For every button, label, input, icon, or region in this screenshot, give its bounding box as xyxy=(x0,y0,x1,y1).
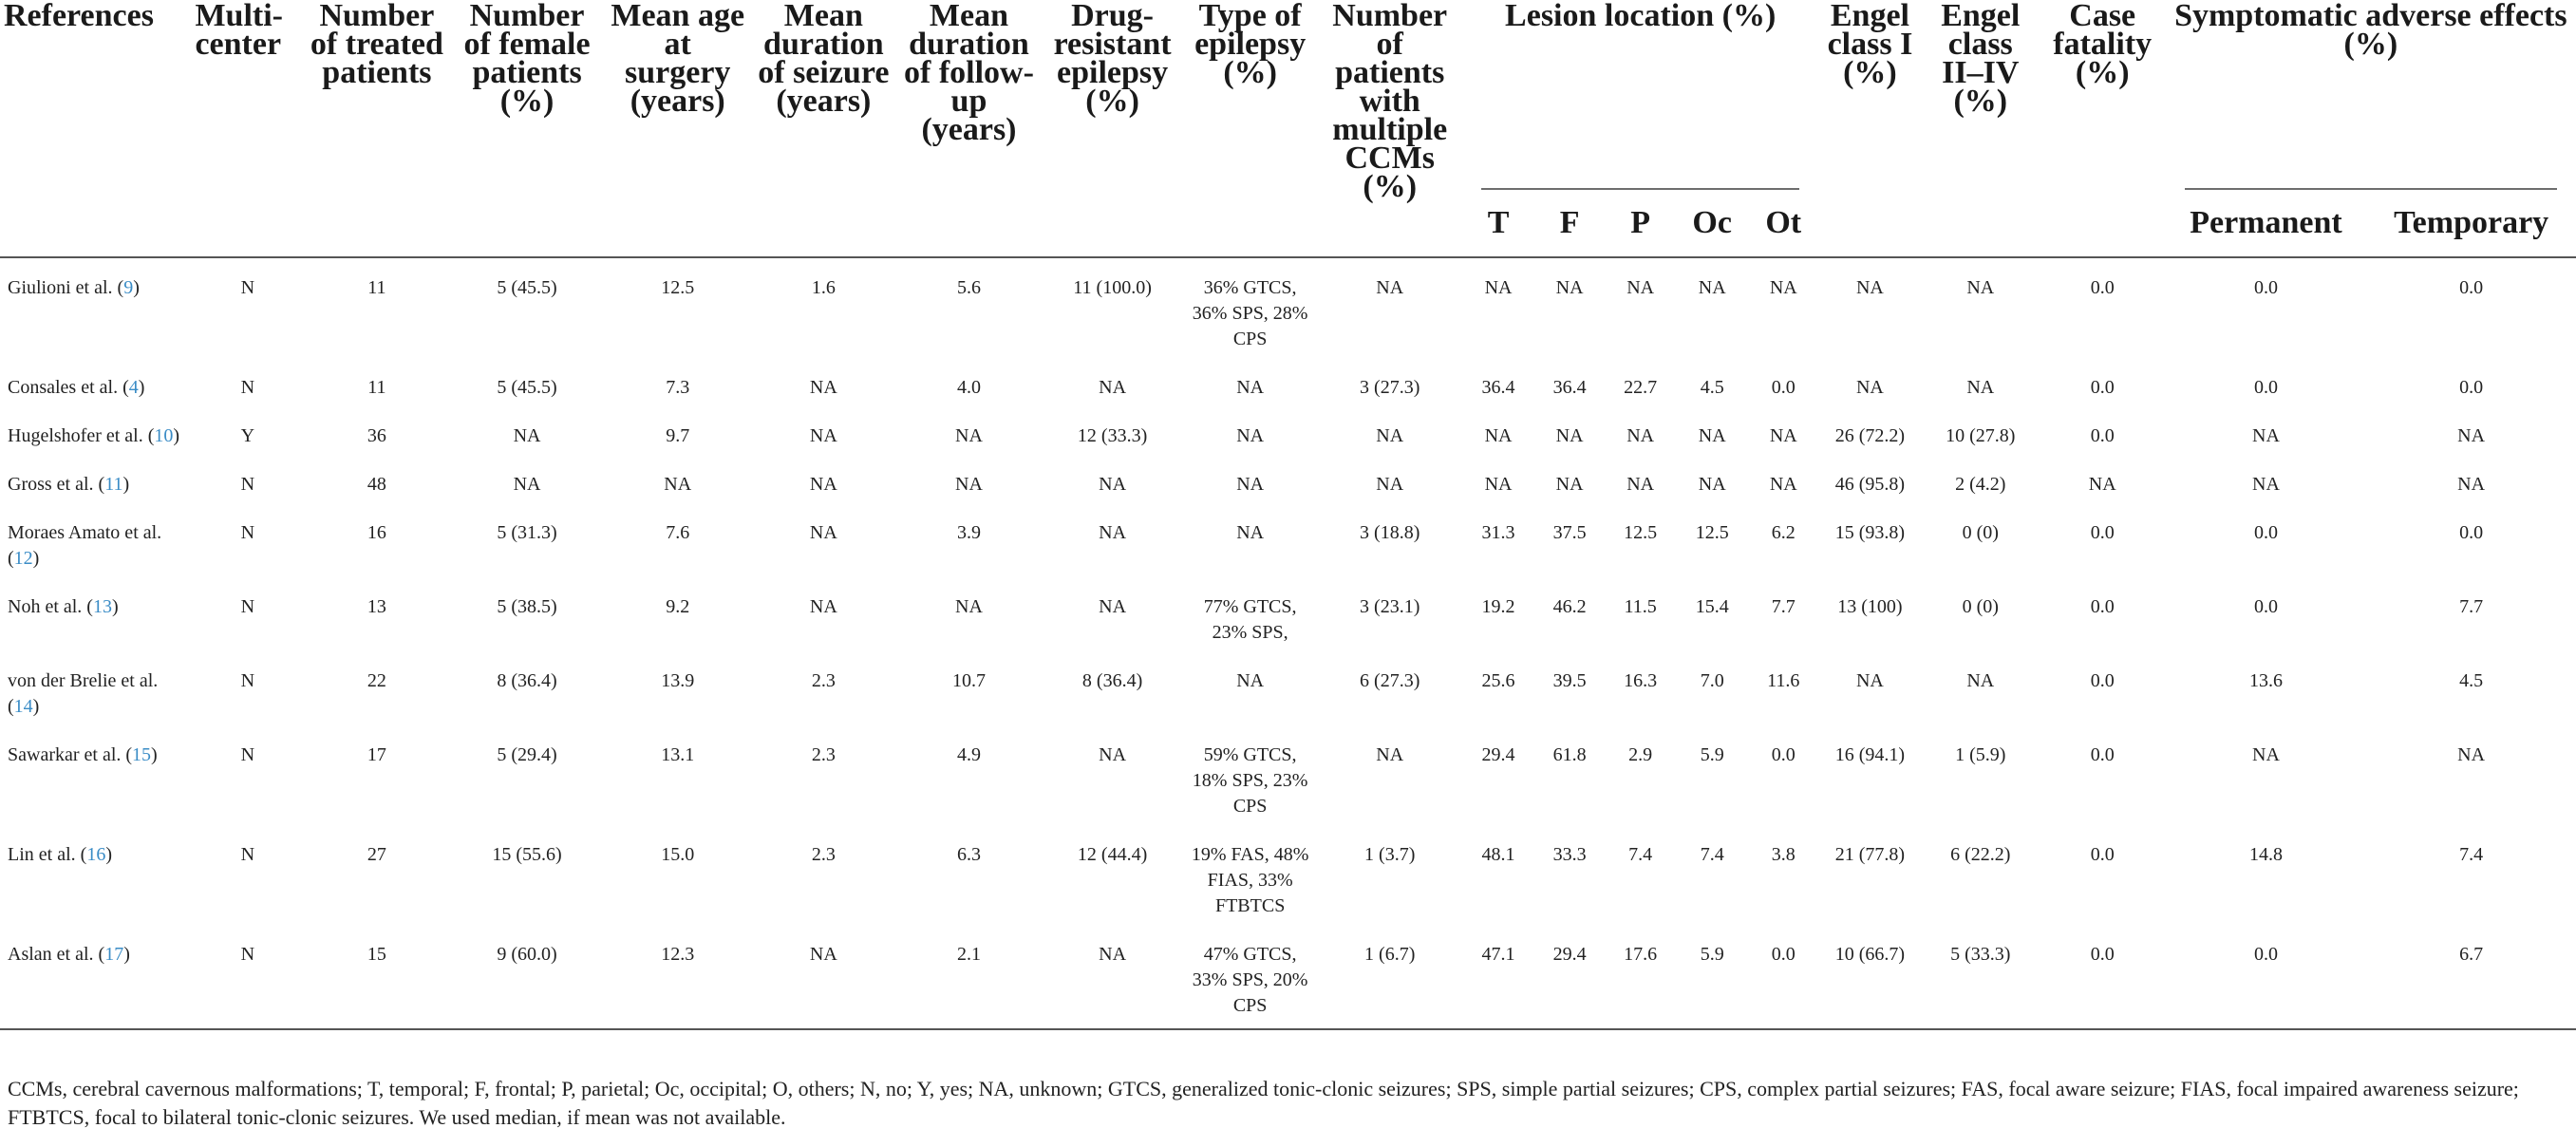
cell-perm: NA xyxy=(2252,474,2280,495)
group-divider xyxy=(1481,188,1799,190)
cell-temp: 7.7 xyxy=(2459,596,2484,617)
cell-e2: 1 (5.9) xyxy=(1955,744,2006,765)
cell-e2: NA xyxy=(1966,277,1995,298)
reference-text-end: ) xyxy=(138,377,145,398)
cell-cf: 0.0 xyxy=(2090,377,2115,398)
cell-p: 11.5 xyxy=(1624,596,1657,617)
cell-f: NA xyxy=(1555,425,1584,446)
cell-fu: 4.9 xyxy=(956,744,981,765)
citation-link[interactable]: 10 xyxy=(154,425,174,446)
cell-e1: 13 (100) xyxy=(1837,596,1903,617)
header-engel2: Engel class II–IV (%) xyxy=(1922,0,2040,257)
cell-age: 12.5 xyxy=(661,277,695,298)
reference-text: Lin et al. ( xyxy=(8,844,87,865)
cell-type: NA xyxy=(1236,670,1265,691)
cell-sz: 2.3 xyxy=(811,670,836,691)
cell-dre: NA xyxy=(1042,925,1183,1029)
header-seizure-duration: Mean duration of seizure (years) xyxy=(751,0,896,257)
citation-link[interactable]: 17 xyxy=(104,944,124,965)
cell-oc: 5.9 xyxy=(1700,744,1724,765)
table-row xyxy=(0,925,2576,1029)
cell-dre: NA xyxy=(1099,596,1127,617)
cell-oc: 7.4 xyxy=(1700,844,1724,865)
reference-text: Sawarkar et al. ( xyxy=(8,744,133,765)
cell-temp: 7.4 xyxy=(2459,844,2484,865)
header-age: Mean age at surgery (years) xyxy=(605,0,751,257)
cell-dre: NA xyxy=(1099,474,1127,495)
cell-f: 37.5 xyxy=(1552,522,1587,543)
cell-age: 15.0 xyxy=(661,844,695,865)
header-adverse xyxy=(2166,0,2576,190)
cell-ot: 0.0 xyxy=(1771,377,1796,398)
header-lesion-location xyxy=(1462,0,1818,190)
header-female: Number of female patients (%) xyxy=(449,0,604,257)
header-adverse-temporary: Temporary xyxy=(2366,190,2576,257)
cell-mc: N xyxy=(240,377,255,398)
reference-text-end: ) xyxy=(111,596,119,617)
reference-text-end: ) xyxy=(32,696,40,717)
cell-e1: 26 (72.2) xyxy=(1834,425,1906,446)
cell-cf: 0.0 xyxy=(2090,844,2115,865)
cell-sz: NA xyxy=(809,522,837,543)
header-lesion-oc: Oc xyxy=(1676,190,1749,257)
cell-p: NA xyxy=(1626,474,1655,495)
header-lesion-p: P xyxy=(1605,190,1676,257)
cell-age: 13.9 xyxy=(661,670,695,691)
reference-text-end: ) xyxy=(105,844,112,865)
cell-f: 39.5 xyxy=(1552,670,1587,691)
cell-cf: 0.0 xyxy=(2090,670,2115,691)
cell-n: 36 xyxy=(367,425,386,446)
cell-dre: NA xyxy=(1099,744,1127,765)
table-row xyxy=(0,725,2576,825)
cell-e1: NA xyxy=(1855,277,1884,298)
cell-sz: NA xyxy=(809,377,837,398)
cell-temp: 6.7 xyxy=(2366,925,2576,1029)
cell-type: NA xyxy=(1236,522,1265,543)
cell-p: 7.4 xyxy=(1628,844,1653,865)
table-row xyxy=(0,651,2576,725)
header-adverse-permanent: Permanent xyxy=(2166,190,2367,257)
cell-female: NA xyxy=(513,474,541,495)
reference-text: Hugelshofer et al. ( xyxy=(8,425,155,446)
cell-e2: 2 (4.2) xyxy=(1955,474,2006,495)
cell-age: 7.3 xyxy=(666,377,690,398)
cell-t: 25.6 xyxy=(1481,670,1515,691)
cell-sz: 1.6 xyxy=(811,277,836,298)
cell-p: NA xyxy=(1626,425,1655,446)
cell-cf: 0.0 xyxy=(2090,596,2115,617)
cell-reference xyxy=(0,406,191,455)
cell-mult: 3 (27.3) xyxy=(1360,377,1420,398)
cell-n: 11 xyxy=(367,277,386,298)
cell-type: 77% GTCS, 23% SPS, xyxy=(1203,596,1297,643)
cell-mc: N xyxy=(240,670,255,691)
cell-age: 9.7 xyxy=(666,425,690,446)
cell-mc: N xyxy=(240,277,255,298)
cell-cf: 0.0 xyxy=(2090,522,2115,543)
cell-e1: NA xyxy=(1855,377,1884,398)
cell-female: 5 (45.5) xyxy=(497,377,557,398)
citation-link[interactable]: 12 xyxy=(13,548,33,569)
cell-mult: NA xyxy=(1376,425,1404,446)
cell-perm: 13.6 xyxy=(2248,670,2283,691)
cell-reference xyxy=(0,358,191,406)
cell-female: 5 (31.3) xyxy=(497,522,557,543)
header-treated: Number of treated patients xyxy=(304,0,449,257)
cell-n: 17 xyxy=(367,744,386,765)
cell-mult: 1 (3.7) xyxy=(1364,844,1416,865)
cell-e1: 15 (93.8) xyxy=(1834,522,1906,543)
cell-mc: Y xyxy=(240,425,255,446)
reference-text: Aslan et al. ( xyxy=(8,944,105,965)
cell-oc: 5.9 xyxy=(1676,925,1749,1029)
reference-text-end: ) xyxy=(173,425,180,446)
cell-fu: 10.7 xyxy=(951,670,986,691)
cell-mult: NA xyxy=(1376,744,1404,765)
reference-text: Noh et al. ( xyxy=(8,596,93,617)
cell-perm: 0.0 xyxy=(2253,596,2278,617)
header-multicenter: Multi-center xyxy=(191,0,304,257)
cell-p: 22.7 xyxy=(1624,377,1658,398)
cell-sz: NA xyxy=(809,596,837,617)
cell-perm: 0.0 xyxy=(2253,277,2278,298)
cell-p: NA xyxy=(1626,277,1655,298)
table-body xyxy=(0,257,2576,1029)
table-row xyxy=(0,358,2576,406)
cell-perm: 0.0 xyxy=(2253,377,2278,398)
cell-n: 48 xyxy=(367,474,386,495)
cell-fu: NA xyxy=(955,425,983,446)
cell-f: 36.4 xyxy=(1552,377,1587,398)
cell-age: NA xyxy=(664,474,692,495)
cell-sz: NA xyxy=(809,474,837,495)
cell-temp: 0.0 xyxy=(2459,522,2484,543)
cell-fu: 5.6 xyxy=(956,277,981,298)
cell-e1: NA xyxy=(1855,670,1884,691)
citation-link[interactable]: 4 xyxy=(128,377,139,398)
cell-fu: 3.9 xyxy=(956,522,981,543)
cell-temp: 0.0 xyxy=(2459,277,2484,298)
cell-female: 5 (45.5) xyxy=(497,277,557,298)
cell-oc: 4.5 xyxy=(1700,377,1724,398)
cell-n: 27 xyxy=(367,844,386,865)
cell-t: 31.3 xyxy=(1481,522,1515,543)
cell-p: 16.3 xyxy=(1624,670,1658,691)
cell-ot: 3.8 xyxy=(1771,844,1796,865)
cell-age: 12.3 xyxy=(605,925,751,1029)
cell-type: NA xyxy=(1236,377,1265,398)
cell-t: NA xyxy=(1484,425,1513,446)
reference-text-end: ) xyxy=(122,474,130,495)
cell-reference xyxy=(0,925,191,1029)
reference-text-end: ) xyxy=(123,944,130,965)
cell-f: 46.2 xyxy=(1552,596,1587,617)
cell-reference xyxy=(0,825,191,925)
cell-e2: 10 (27.8) xyxy=(1946,425,2016,446)
cell-mc: N xyxy=(240,474,255,495)
cell-cf: NA xyxy=(2088,474,2116,495)
cell-oc: NA xyxy=(1698,425,1726,446)
cell-mult: 3 (18.8) xyxy=(1360,522,1420,543)
cell-e1: 21 (77.8) xyxy=(1834,844,1906,865)
cell-mult: NA xyxy=(1376,277,1404,298)
reference-text: Giulioni et al. ( xyxy=(8,277,124,298)
reference-text: von der Brelie et al. ( xyxy=(8,670,159,717)
cell-dre: 8 (36.4) xyxy=(1081,670,1143,691)
cell-ot: NA xyxy=(1769,277,1797,298)
cell-n: 15 xyxy=(304,925,449,1029)
cell-age: 9.2 xyxy=(666,596,690,617)
cell-ot: 0.0 xyxy=(1771,744,1796,765)
header-lesion-t: T xyxy=(1462,190,1534,257)
cell-sz: NA xyxy=(751,925,896,1029)
header-references: References xyxy=(0,0,191,257)
cell-type: NA xyxy=(1236,474,1265,495)
cell-perm: 0.0 xyxy=(2253,522,2278,543)
cell-female: 5 (29.4) xyxy=(497,744,557,765)
cell-mc: N xyxy=(240,744,255,765)
cell-sz: NA xyxy=(809,425,837,446)
reference-text: Gross et al. ( xyxy=(8,474,105,495)
table-row xyxy=(0,455,2576,503)
cell-sz: 2.3 xyxy=(811,844,836,865)
cell-f: 33.3 xyxy=(1552,844,1587,865)
cell-cf: 0.0 xyxy=(2090,744,2115,765)
cell-cf: 0.0 xyxy=(2040,925,2166,1029)
cell-ot: NA xyxy=(1769,474,1797,495)
cell-e1: 10 (66.7) xyxy=(1818,925,1922,1029)
cell-e2: NA xyxy=(1966,377,1995,398)
cell-fu: NA xyxy=(955,596,983,617)
citation-link[interactable]: 14 xyxy=(13,696,33,717)
cell-temp: NA xyxy=(2457,474,2486,495)
cell-temp: 0.0 xyxy=(2459,377,2484,398)
cell-t: 47.1 xyxy=(1462,925,1534,1029)
cell-f: NA xyxy=(1555,277,1584,298)
table-row xyxy=(0,406,2576,455)
cell-f: 61.8 xyxy=(1552,744,1587,765)
table-row xyxy=(0,825,2576,925)
table-row xyxy=(0,503,2576,577)
cell-ot: 7.7 xyxy=(1771,596,1796,617)
header-lesion-location-label: Lesion location (%) xyxy=(1505,0,1777,33)
cell-reference xyxy=(0,455,191,503)
cell-fu: 6.3 xyxy=(956,844,981,865)
cell-cf: 0.0 xyxy=(2090,277,2115,298)
citation-link[interactable]: 15 xyxy=(132,744,152,765)
cell-type: 19% FAS, 48% FIAS, 33% FTBTCS xyxy=(1191,844,1309,916)
cell-ot: 11.6 xyxy=(1767,670,1800,691)
cell-type: 36% GTCS, 36% SPS, 28% CPS xyxy=(1192,277,1308,349)
cell-t: NA xyxy=(1484,277,1513,298)
header-lesion-f: F xyxy=(1534,190,1606,257)
cell-ot: NA xyxy=(1769,425,1797,446)
cell-oc: 15.4 xyxy=(1695,596,1729,617)
cell-female: 5 (38.5) xyxy=(497,596,557,617)
cell-dre: 12 (44.4) xyxy=(1077,844,1148,865)
reference-text: Consales et al. ( xyxy=(8,377,129,398)
cell-dre: 12 (33.3) xyxy=(1077,425,1148,446)
cell-type: NA xyxy=(1236,425,1265,446)
reference-text-end: ) xyxy=(32,548,40,569)
cell-ot: 6.2 xyxy=(1771,522,1796,543)
reference-text-end: ) xyxy=(151,744,158,765)
cell-dre: NA xyxy=(1099,522,1127,543)
citation-link[interactable]: 9 xyxy=(123,277,134,298)
cell-temp: 4.5 xyxy=(2459,670,2484,691)
cell-temp: NA xyxy=(2457,425,2486,446)
reference-text: Moraes Amato et al. ( xyxy=(8,522,162,569)
cell-p: 17.6 xyxy=(1605,925,1676,1029)
cell-mc: N xyxy=(240,522,255,543)
header-lesion-ot: Ot xyxy=(1748,190,1818,257)
cell-type: 47% GTCS, 33% SPS, 20% CPS xyxy=(1183,925,1317,1029)
header-engel1: Engel class I (%) xyxy=(1818,0,1922,257)
cell-mult: 6 (27.3) xyxy=(1360,670,1420,691)
header-adverse-label: Symptomatic adverse effects (%) xyxy=(2174,0,2567,62)
cell-n: 22 xyxy=(367,670,386,691)
cell-e2: 5 (33.3) xyxy=(1922,925,2040,1029)
cell-female: 9 (60.0) xyxy=(449,925,604,1029)
cell-temp: NA xyxy=(2457,744,2486,765)
cell-e2: 6 (22.2) xyxy=(1950,844,2011,865)
cell-perm: NA xyxy=(2252,744,2280,765)
cell-t: 19.2 xyxy=(1481,596,1515,617)
cell-e2: NA xyxy=(1966,670,1995,691)
cell-dre: 11 (100.0) xyxy=(1073,277,1152,298)
header-epilepsy-type: Type of epilepsy (%) xyxy=(1183,0,1317,257)
cell-sz: 2.3 xyxy=(811,744,836,765)
cell-fu: 4.0 xyxy=(956,377,981,398)
cell-fu: 2.1 xyxy=(896,925,1042,1029)
cell-mult: 3 (23.1) xyxy=(1360,596,1420,617)
cell-n: 13 xyxy=(367,596,386,617)
cell-female: 8 (36.4) xyxy=(497,670,557,691)
table-footnote: CCMs, cerebral cavernous malformations; T, temporal; F, frontal; P, parietal; Oc, occipital; O, others; N, no; Y, yes; NA, unknown; GTCS, generalized tonic-clonic seizures; SPS, simple partial seizures; CPS, complex partial seizures; FAS, focal aware seizure; FIAS, focal impaired awareness seizure; FTBTCS, focal to bilateral tonic-clonic seizures. We used median, if mean was not available. xyxy=(8,1077,2519,1129)
cell-oc: 12.5 xyxy=(1695,522,1729,543)
cell-cf: 0.0 xyxy=(2090,425,2115,446)
cell-mc: N xyxy=(191,925,304,1029)
header-drug-resistant: Drug-resistant epilepsy (%) xyxy=(1042,0,1183,257)
header-followup: Mean duration of follow-up (years) xyxy=(896,0,1042,257)
reference-text-end: ) xyxy=(133,277,140,298)
cell-age: 13.1 xyxy=(661,744,695,765)
header-multiple-ccms: Number of patients with multiple CCMs (%) xyxy=(1317,0,1462,257)
cell-reference xyxy=(0,651,191,725)
cell-e2: 0 (0) xyxy=(1962,596,1999,617)
cell-type: 59% GTCS, 18% SPS, 23% CPS xyxy=(1192,744,1308,817)
cell-f: NA xyxy=(1555,474,1584,495)
cell-f: 29.4 xyxy=(1534,925,1606,1029)
cell-n: 11 xyxy=(367,377,386,398)
cell-age: 7.6 xyxy=(666,522,690,543)
citation-link[interactable]: 16 xyxy=(86,844,106,865)
cell-t: 36.4 xyxy=(1481,377,1515,398)
cell-female: 15 (55.6) xyxy=(492,844,562,865)
cell-mc: N xyxy=(240,844,255,865)
cell-perm: NA xyxy=(2252,425,2280,446)
cell-oc: NA xyxy=(1698,277,1726,298)
table-row xyxy=(0,577,2576,651)
cell-p: 12.5 xyxy=(1624,522,1658,543)
citation-link[interactable]: 13 xyxy=(92,596,112,617)
cell-e1: 46 (95.8) xyxy=(1834,474,1906,495)
cell-female: NA xyxy=(513,425,541,446)
cell-ot: 0.0 xyxy=(1748,925,1818,1029)
cell-mult: NA xyxy=(1376,474,1404,495)
cell-e2: 0 (0) xyxy=(1962,522,1999,543)
cell-reference xyxy=(0,725,191,825)
cell-reference xyxy=(0,257,191,358)
cell-t: 48.1 xyxy=(1481,844,1515,865)
cell-e1: 16 (94.1) xyxy=(1834,744,1906,765)
group-divider xyxy=(2185,188,2557,190)
cell-reference xyxy=(0,503,191,577)
cell-oc: NA xyxy=(1698,474,1726,495)
cell-fu: NA xyxy=(955,474,983,495)
cell-reference xyxy=(0,577,191,651)
cell-t: 29.4 xyxy=(1481,744,1515,765)
cell-n: 16 xyxy=(367,522,386,543)
cell-mc: N xyxy=(240,596,255,617)
header-case-fatality: Case fatality (%) xyxy=(2040,0,2166,257)
cell-perm: 14.8 xyxy=(2248,844,2283,865)
cell-p: 2.9 xyxy=(1628,744,1653,765)
cell-perm: 0.0 xyxy=(2166,925,2367,1029)
cell-dre: NA xyxy=(1099,377,1127,398)
table-row xyxy=(0,257,2576,358)
cell-oc: 7.0 xyxy=(1700,670,1724,691)
cell-mult: 1 (6.7) xyxy=(1317,925,1462,1029)
citation-link[interactable]: 11 xyxy=(104,474,123,495)
cell-t: NA xyxy=(1484,474,1513,495)
